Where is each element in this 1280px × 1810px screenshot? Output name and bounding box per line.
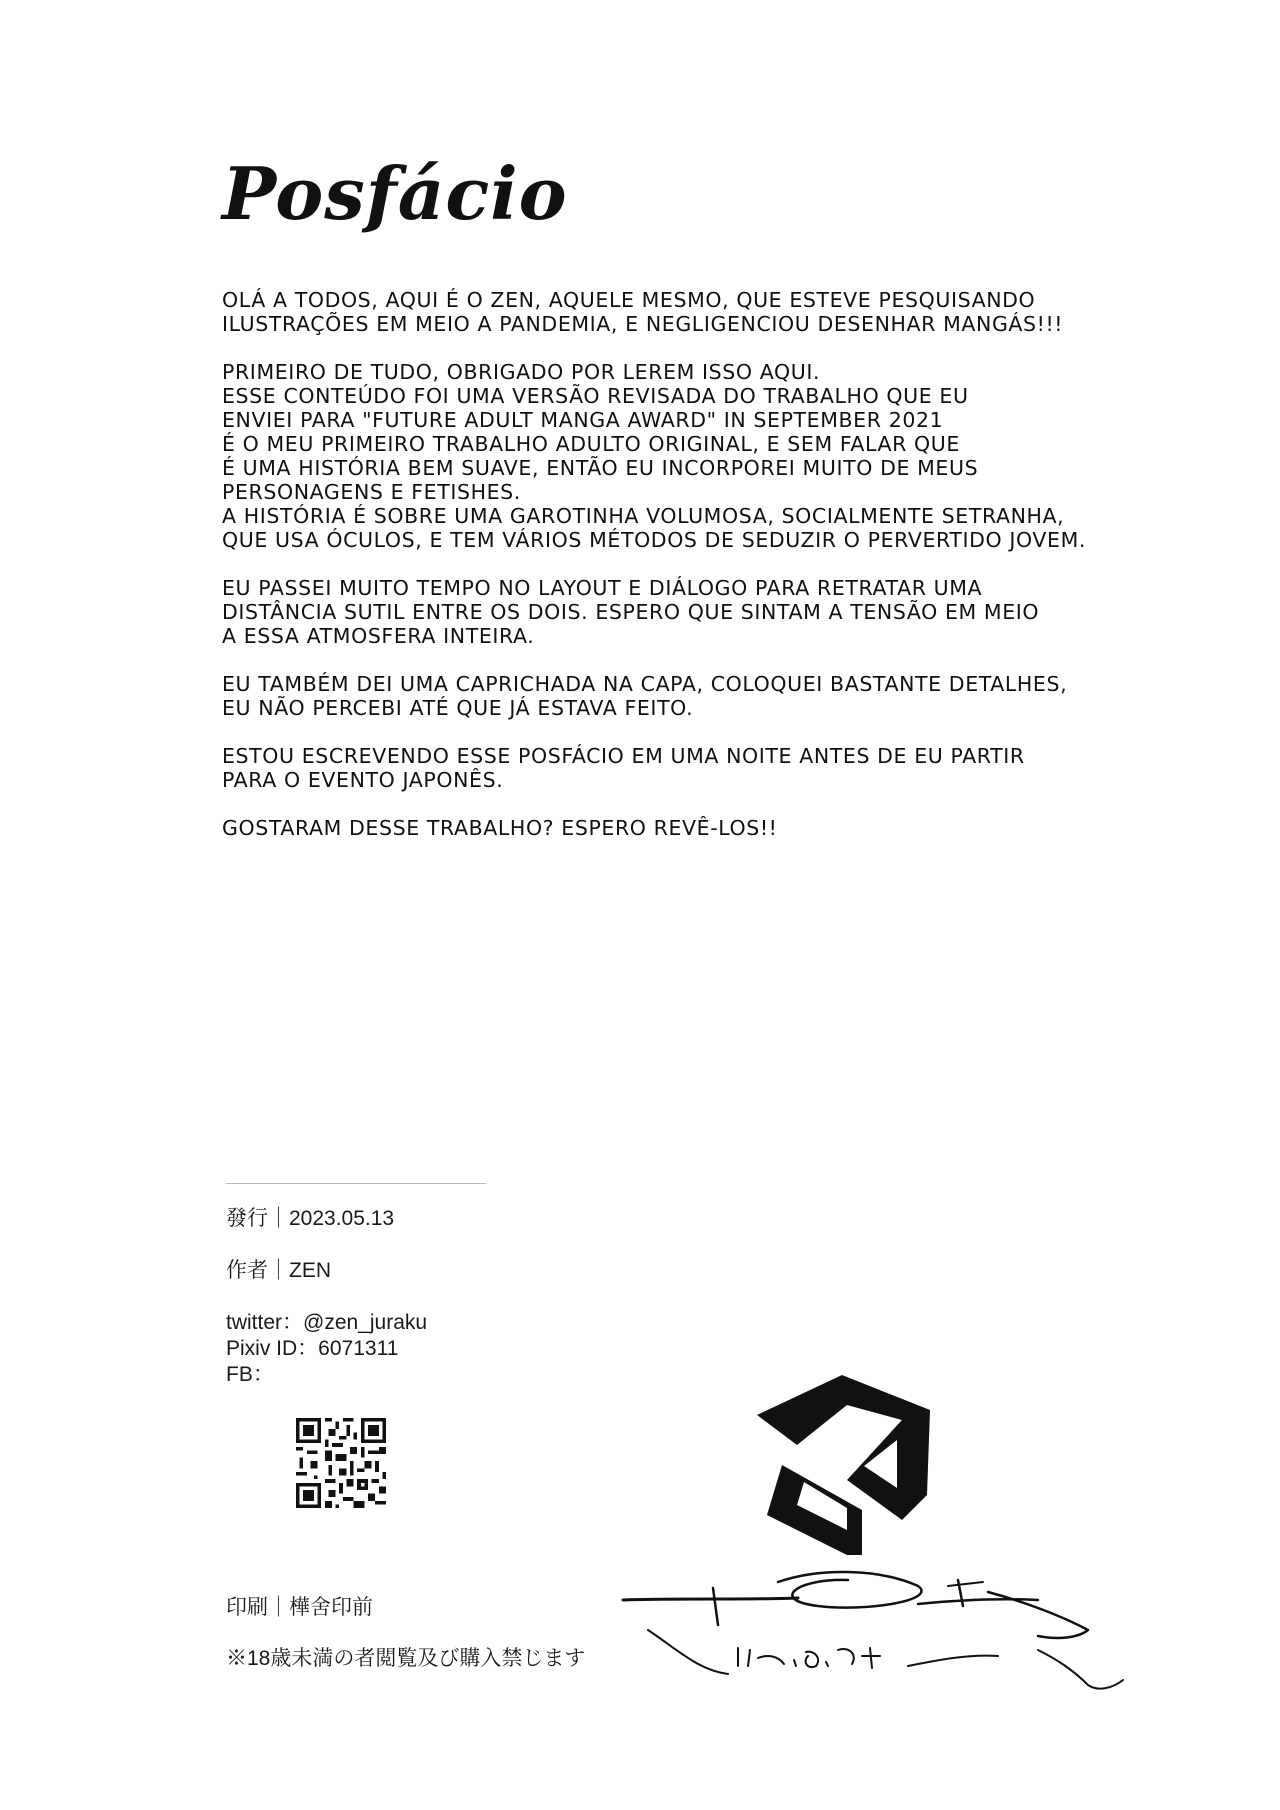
age-restriction-notice: ※18歳未満の者閲覧及び購入禁じます (226, 1647, 586, 1670)
text-line: A HISTÓRIA É SOBRE UMA GAROTINHA VOLUMOSA, SOCIALMENTE SETRANHA, (222, 504, 1065, 528)
text-line: ESSE CONTEÚDO FOI UMA VERSÃO REVISADA DO TRABALHO QUE EU (222, 384, 969, 408)
fb-link: FB： (226, 1363, 274, 1386)
text-line: ENVIEI PARA "FUTURE ADULT MANGA AWARD" IN SEPTEMBER 2021 (222, 408, 944, 432)
colophon-divider (226, 1183, 486, 1184)
text-line: OLÁ A TODOS, AQUI É O ZEN, AQUELE MESMO, QUE ESTEVE PESQUISANDO (222, 288, 1036, 312)
paragraph-2 (222, 360, 1182, 552)
text-line: É UMA HISTÓRIA BEM SUAVE, ENTÃO EU INCORPOREI MUITO DE MEUS (222, 456, 979, 480)
text-line: PRIMEIRO DE TUDO, OBRIGADO POR LEREM ISSO AQUI. (222, 360, 821, 384)
paragraph-5 (222, 744, 1182, 792)
paragraph-6 (222, 816, 1182, 840)
paragraph-1 (222, 288, 1182, 336)
text-line: EU PASSEI MUITO TEMPO NO LAYOUT E DIÁLOGO PARA RETRATAR UMA (222, 576, 983, 600)
page-title: Posfácio (222, 151, 568, 236)
text-line: É O MEU PRIMEIRO TRABALHO ADULTO ORIGINAL, E SEM FALAR QUE (222, 432, 960, 456)
text-line: QUE USA ÓCULOS, E TEM VÁRIOS MÉTODOS DE SEDUZIR O PERVERTIDO JOVEM. (222, 528, 1086, 552)
afterword-body (222, 288, 1182, 840)
text-line: DISTÂNCIA SUTIL ENTRE OS DOIS. ESPERO QUE SINTAM A TENSÃO EM MEIO (222, 600, 1040, 624)
issue-date: 發行｜2023.05.13 (226, 1207, 395, 1230)
paragraph-3 (222, 576, 1182, 648)
text-line: PERSONAGENS E FETISHES. (222, 480, 521, 504)
text-line: EU TAMBÉM DEI UMA CAPRICHADA NA CAPA, COLOQUEI BASTANTE DETALHES, (222, 672, 1068, 696)
text-line: A ESSA ATMOSFERA INTEIRA. (222, 624, 535, 648)
twitter-handle: twitter：@zen_juraku (226, 1311, 428, 1334)
text-line: PARA O EVENTO JAPONÊS. (222, 768, 504, 792)
qr-code-icon (296, 1418, 386, 1508)
text-line: ILUSTRAÇÕES EM MEIO A PANDEMIA, E NEGLIGENCIOU DESENHAR MANGÁS!!! (222, 312, 1064, 336)
text-line: EU NÃO PERCEBI ATÉ QUE JÁ ESTAVA FEITO. (222, 696, 694, 720)
pixiv-id: Pixiv ID：6071311 (226, 1337, 399, 1360)
printer-credit: 印刷｜樺舍印前 (226, 1596, 373, 1619)
paragraph-4 (222, 672, 1182, 720)
circle-logo-icon (752, 1370, 942, 1560)
author-credit: 作者｜ZEN (226, 1259, 331, 1282)
handwritten-signature (618, 1570, 1138, 1700)
text-line: GOSTARAM DESSE TRABALHO? ESPERO REVÊ-LOS!! (222, 816, 778, 840)
text-line: ESTOU ESCREVENDO ESSE POSFÁCIO EM UMA NOITE ANTES DE EU PARTIR (222, 744, 1025, 768)
